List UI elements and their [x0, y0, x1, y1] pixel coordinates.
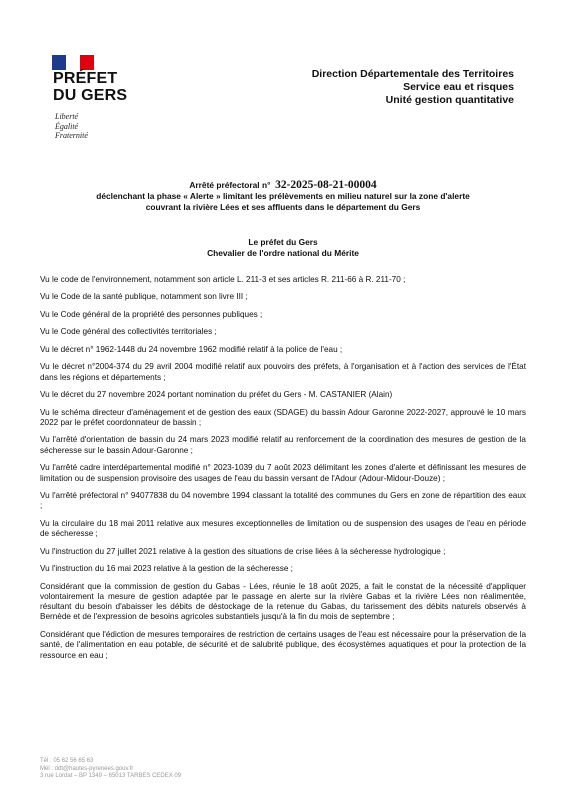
prefet-line-2: DU GERS: [53, 87, 128, 104]
paragraph: Vu le Code de la santé publique, notamment son livre III ;: [40, 292, 248, 302]
paragraph: Considérant que la commission de gestion du Gabas - Lées, réunie le 18 août 2025, a fait le constat de la nécessité d'appliquer volontairement la mesure de gestion adaptée par le passage en alerte sur la rivière Gabas et la rivière Lées non réalimentée, résultant du besoin d'abaisser les débits de déstockage de la retenue du Gabas, du tarissement des débits naturels observés à Bernède et de l'expression de besoins agricoles substantiels jusqu'à la fin du mois de septembre ;: [40, 581, 526, 622]
paragraph: Vu le décret du 27 novembre 2024 portant nomination du préfet du Gers - M. CASTANIER (Alain): [40, 390, 393, 400]
service-line-1: Direction Départementale des Territoires: [311, 68, 514, 80]
arrete-label: Arrêté préfectoral n°: [189, 180, 271, 190]
paragraph: Vu l'instruction du 27 juillet 2021 relative à la gestion des situations de crise liées à la sécheresse hydrologique ;: [40, 546, 446, 556]
paragraph: Vu l'arrêté d'orientation de bassin du 24 mars 2023 modifié relatif au renforcement de la coordination des mesures de gestion de la sécheresse sur le bassin Adour-Garonne ;: [40, 435, 526, 455]
flag-icon: [52, 55, 94, 70]
paragraph: Vu l'arrêté préfectoral n° 94077838 du 04 novembre 1994 classant la totalité des communes du Gers en zone de répartition des eaux ;: [40, 491, 526, 511]
paragraph: Vu le schéma directeur d'aménagement et de gestion des eaux (SDAGE) du bassin Adour Garonne 2022-2027, approuvé le 10 mars 2022 par le préfet coordonnateur de bassin ;: [40, 407, 526, 427]
paragraph: Vu le Code général des collectivités territoriales ;: [40, 327, 217, 337]
paragraph: Vu le décret n°2004-374 du 29 avril 2004 modifié relatif aux pouvoirs des préfets, à l'organisation et à l'action des services de l'État dans les régions et départements ;: [40, 362, 526, 382]
arrete-number: 32-2025-08-21-00004: [275, 179, 377, 191]
paragraph: Vu le décret n° 1962-1448 du 24 novembre 1962 modifié relatif à la police de l'eau ;: [40, 344, 343, 354]
paragraph: Vu le Code général de la propriété des personnes publiques ;: [40, 309, 263, 319]
paragraph: Vu le code de l'environnement, notamment son article L. 211-3 et ses articles R. 211-66 à R. 211-70 ;: [40, 275, 406, 284]
arrete-subtitle-2: couvrant la rivière Lées et ses affluents dans le département du Gers: [145, 202, 421, 212]
paragraph: Vu la circulaire du 18 mai 2011 relative aux mesures exceptionnelles de limitation ou de suspension des usages de l'eau en période de sécheresse ;: [40, 518, 526, 539]
prefet-title: Le préfet du Gers: [248, 237, 318, 247]
motto-egalite: Égalité: [55, 121, 79, 131]
issuing-service: [312, 68, 514, 107]
service-line-2: Service eau et risques: [403, 81, 514, 93]
document-body: [40, 275, 526, 668]
footer-phone: Tél : 05 62 56 65 63: [40, 758, 94, 764]
arrete-title: [40, 180, 526, 213]
prefet-line-1: PRÉFET: [53, 70, 118, 87]
service-line-3: Unité gestion quantitative: [385, 94, 514, 106]
motto-liberte: Liberté: [55, 112, 79, 121]
prefet-name: [53, 70, 127, 104]
prefet-designation: [40, 237, 526, 259]
republic-motto: [55, 112, 88, 141]
prefet-honor: Chevalier de l'ordre national du Mérite: [207, 248, 359, 258]
paragraph: Considérant que l'édiction de mesures temporaires de restriction de certains usages de l'eau est nécessaire pour la préservation de la santé, de l'alimentation en eau potable, de sécurité et de salubrité publique, des écosystèmes aquatiques et pour la protection de la ressource en eau ;: [40, 629, 526, 660]
arrete-subtitle-1: déclenchant la phase « Alerte » limitant les prélèvements en milieu naturel sur la zone d'alerte: [96, 191, 470, 201]
footer-address: 3 rue Lordat – BP 1349 – 65013 TARBES CEDEX 09: [40, 773, 182, 779]
motto-fraternite: Fraternité: [55, 131, 88, 140]
arrete-number-line: [40, 180, 526, 191]
paragraph: Vu l'arrêté cadre interdépartemental modifié n° 2023-1039 du 7 août 2023 délimitant les zones d'alerte et définissant les mesures de limitation ou de suspension provisoire des usages de l'eau du bassin versant de l'Adour (Adour-Midour-Douze) ;: [40, 463, 526, 483]
footer-email: Mél : ddt@hautes-pyrenees.gouv.fr: [40, 765, 134, 772]
paragraph: Vu l'instruction du 16 mai 2023 relative à la gestion de la sécheresse ;: [40, 564, 293, 574]
footer-contact: [40, 758, 181, 781]
